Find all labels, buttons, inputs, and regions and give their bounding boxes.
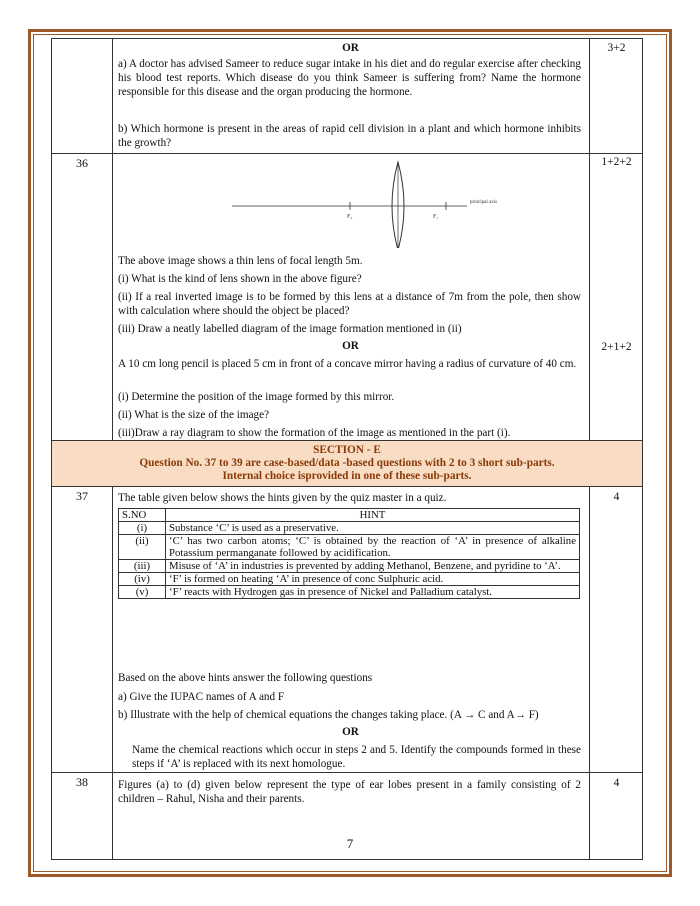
focus-f2-label: F₂ (347, 214, 353, 220)
q36-or-part-iii: (iii)Draw a ray diagram to show the formation of the image as mentioned in the part (i). (118, 427, 511, 439)
q37-part-a: a) Give the IUPAC names of A and F (118, 691, 285, 703)
row-hint: ‘C’ has two carbon atoms; ‘C’ is obtained by the reaction of ‘A’ in presence of alkaline Potassium permanganate followed by acidification. (166, 535, 580, 560)
table-header-row (119, 509, 580, 522)
question-table (51, 38, 643, 824)
q36-or-intro: A 10 cm long pencil is placed 5 cm in front of a concave mirror having a radius of curvature of 40 cm. (118, 358, 577, 370)
principal-axis-label: principal axis (470, 200, 498, 205)
q36-row (51, 154, 643, 441)
question-number: 37 (76, 489, 88, 503)
row-sno: (i) (119, 522, 166, 535)
table-row (119, 573, 580, 586)
table-row (119, 522, 580, 535)
focus-f1-label: F₁ (433, 214, 439, 220)
lens-figure (222, 158, 502, 248)
q37-based: Based on the above hints answer the following questions (118, 672, 373, 684)
header-hint: HINT (166, 509, 580, 522)
q36-or-part-ii: (ii) What is the size of the image? (118, 409, 270, 421)
or-marks: 2+1+2 (601, 341, 632, 353)
marks: 4 (613, 777, 620, 789)
row-hint: Substance ‘C’ is used as a preservative. (166, 522, 580, 535)
question-number: 36 (76, 156, 88, 170)
row-sno: (ii) (119, 535, 166, 560)
row-hint: ‘F’ is formed on heating ‘A’ in presence of conc Sulphuric acid. (166, 573, 580, 586)
q35-part-b: b) Which hormone is present in the areas of rapid cell division in a plant and which hormone inhibits the growth? (118, 123, 581, 149)
section-instruction-2: Internal choice isprovided in one of these sub-parts. (222, 470, 472, 482)
or-label: OR (342, 340, 359, 352)
table-row (119, 535, 580, 560)
or-label: OR (342, 42, 359, 54)
q37-row (51, 487, 643, 773)
q35-part-a: a) A doctor has advised Sameer to reduce sugar intake in his diet and do regular exercise after checking his blood test reports. Which disease do you think Sameer is suffering from? Name the hormone responsible for this disease and the organ producing the hormone. (118, 58, 581, 98)
section-e-banner (51, 441, 643, 487)
page-number: 7 (346, 836, 354, 851)
marks: 1+2+2 (601, 156, 632, 168)
section-instruction-1: Question No. 37 to 39 are case-based/data -based questions with 2 to 3 short sub-parts. (139, 457, 555, 469)
hint-table (118, 508, 580, 599)
table-row (119, 586, 580, 599)
q37-or-text: Name the chemical reactions which occur in steps 2 and 5. Identify the compounds formed in these steps if ‘A’ is replaced with its next homologue. (132, 744, 581, 770)
section-title: SECTION - E (313, 444, 381, 456)
q37-part-b: b) Illustrate with the help of chemical equations the changes taking place. (A → C and A→ F) (118, 709, 539, 721)
header-sno: S.NO (119, 509, 166, 522)
table-row (119, 560, 580, 573)
q36-part-ii: (ii) If a real inverted image is to be formed by this lens at a distance of 7m from the pole, then show with calculation where should the object be placed? (118, 291, 581, 317)
q36-part-i: (i) What is the kind of lens shown in the above figure? (118, 273, 362, 285)
row-hint: Misuse of ‘A’ in industries is prevented by adding Methanol, Benzene, and pyridine to ‘A’. (166, 560, 580, 573)
question-number: 38 (76, 775, 88, 789)
marks: 3+2 (607, 42, 626, 54)
q37-intro: The table given below shows the hints given by the quiz master in a quiz. (118, 492, 447, 504)
row-sno: (iii) (119, 560, 166, 573)
row-sno: (v) (119, 586, 166, 599)
q36-or-part-i: (i) Determine the position of the image formed by this mirror. (118, 391, 395, 403)
q36-intro: The above image shows a thin lens of focal length 5m. (118, 255, 363, 267)
marks: 4 (613, 491, 620, 503)
q36-part-iii: (iii) Draw a neatly labelled diagram of the image formation mentioned in (ii) (118, 323, 462, 335)
q35-or-row (51, 38, 643, 154)
or-label: OR (342, 726, 359, 738)
row-hint: ‘F’ reacts with Hydrogen gas in presence of Nickel and Palladium catalyst. (166, 586, 580, 599)
row-sno: (iv) (119, 573, 166, 586)
q38-text: Figures (a) to (d) given below represent the type of ear lobes present in a family consisting of 2 children – Rahul, Nisha and their parents. (118, 779, 581, 805)
